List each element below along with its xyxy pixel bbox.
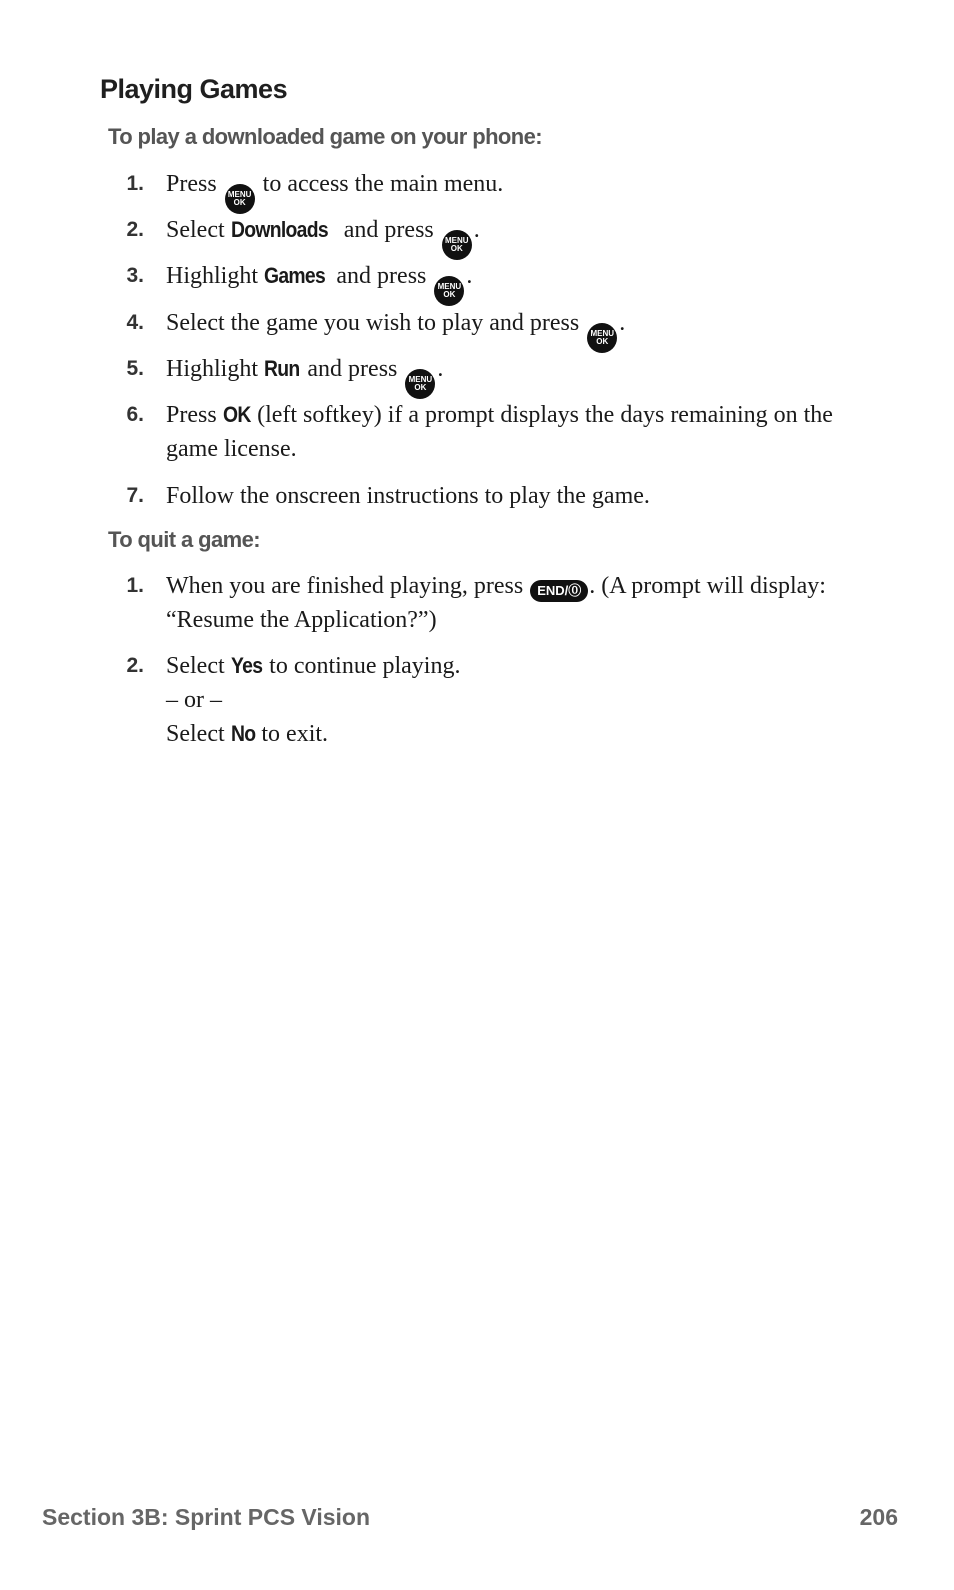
keyword-ok: OK xyxy=(222,402,251,427)
step-text: Highlight Run and press MENU OK . xyxy=(166,352,836,399)
footer-section-label: Section 3B: Sprint PCS Vision xyxy=(42,1504,371,1530)
menu-ok-key-icon: MENU OK xyxy=(405,369,435,399)
step-text: Highlight Games and press MENU OK . xyxy=(166,259,836,306)
step-number: 6. xyxy=(126,403,144,426)
page-title: Playing Games xyxy=(100,74,288,104)
keyword-downloads: Downloads xyxy=(230,217,328,242)
step-number: 4. xyxy=(126,311,144,334)
step-number: 1. xyxy=(126,172,144,195)
menu-ok-key-icon: MENU OK xyxy=(434,276,464,306)
end-power-key-icon: END/⓪ xyxy=(530,580,588,602)
step-text: Press MENU OK to access the main menu. xyxy=(166,167,836,214)
step-number: 7. xyxy=(126,484,144,507)
menu-ok-key-icon: MENU OK xyxy=(587,323,617,353)
keyword-run: Run xyxy=(264,356,300,381)
step-number: 2. xyxy=(126,218,144,241)
or-separator: – or – xyxy=(166,687,222,713)
step-text: Select Yes to continue playing. – or – Select No to exit. xyxy=(166,649,836,751)
step-text: Select Downloads and press MENU OK . xyxy=(166,213,836,260)
subheading-play: To play a downloaded game on your phone: xyxy=(108,124,542,149)
keyword-games: Games xyxy=(264,263,326,288)
step-text: Select the game you wish to play and press MENU OK . xyxy=(166,306,836,353)
step-text: Press OK (left softkey) if a prompt displays the days remaining on the game license. xyxy=(166,398,836,466)
step-text: When you are finished playing, press END/⓪ . (A prompt will display: “Resume the Application?”) xyxy=(166,573,826,633)
step-number: 3. xyxy=(126,264,144,287)
keyword-no: No xyxy=(230,721,256,746)
keyword-yes: Yes xyxy=(230,653,262,678)
step-number: 1. xyxy=(126,574,144,597)
menu-ok-key-icon: MENU OK xyxy=(442,230,472,260)
subheading-quit: To quit a game: xyxy=(108,527,260,552)
menu-ok-key-icon: MENU OK xyxy=(225,184,255,214)
step-text: Follow the onscreen instructions to play the game. xyxy=(166,483,650,509)
step-number: 2. xyxy=(126,654,144,677)
page-number: 206 xyxy=(859,1504,898,1530)
step-number: 5. xyxy=(126,357,144,380)
